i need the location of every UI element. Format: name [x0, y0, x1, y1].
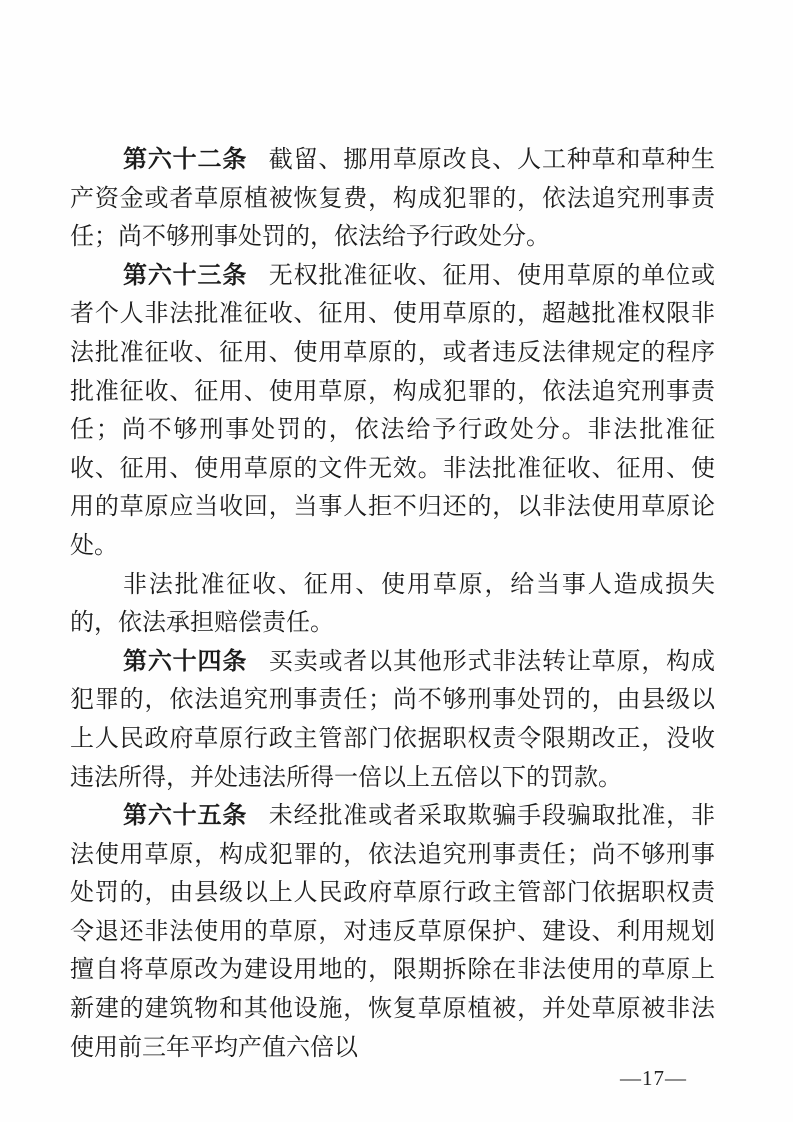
law-paragraph-article-63-clause-2: [70, 566, 715, 643]
law-paragraph-article-64: [70, 643, 715, 797]
article-62-text: 截留、挪用草原改良、人工种草和草种生产资金或者草原植被恢复费，构成犯罪的，依法追究刑事责任；尚不够刑事处罚的，依法给予行政处分。: [70, 147, 716, 251]
law-paragraph-article-62: [70, 141, 715, 257]
article-63-clause-2-text: 非法批准征收、征用、使用草原，给当事人造成损失的，依法承担赔偿责任。: [70, 571, 715, 637]
page-number: —17—: [620, 1066, 687, 1090]
article-62-number: 第六十二条: [123, 146, 248, 173]
law-paragraph-article-65: [70, 797, 715, 1067]
law-paragraph-article-63: [70, 257, 715, 566]
article-64-number: 第六十四条: [123, 647, 248, 675]
article-65-text: 未经批准或者采取欺骗手段骗取批准，非法使用草原，构成犯罪的，依法追究刑事责任；尚不够刑事处罚的，由县级以上人民政府草原行政主管部门依据职权责令退还非法使用的草原，对违反草原保护、建设、利用规划擅自将草原改为建设用地的，限期拆除在非法使用的草原上新建的建筑物和其他设施，恢复草原植被，并处草原被非法使用前三年平均产值六倍以: [70, 803, 716, 1061]
article-65-number: 第六十五条: [123, 802, 248, 830]
article-63-text: 无权批准征收、征用、使用草原的单位或者个人非法批准征收、征用、使用草原的，超越批准权限非法批准征收、征用、使用草原的，或者违反法律规定的程序批准征收、征用、使用草原，构成犯罪的，依法追究刑事责任；尚不够刑事处罚的，依法给予行政处分。非法批准征收、征用、使用草原的文件无效。非法批准征收、征用、使用的草原应当收回，当事人拒不归还的，以非法使用草原论处。: [70, 262, 716, 559]
article-63-number: 第六十三条: [123, 261, 248, 289]
article-64-text: 买卖或者以其他形式非法转让草原，构成犯罪的，依法追究刑事责任；尚不够刑事处罚的，由县级以上人民政府草原行政主管部门依据职权责令限期改正，没收违法所得，并处违法所得一倍以上五倍以下的罚款。: [70, 648, 716, 791]
law-text-block: [70, 141, 715, 1067]
